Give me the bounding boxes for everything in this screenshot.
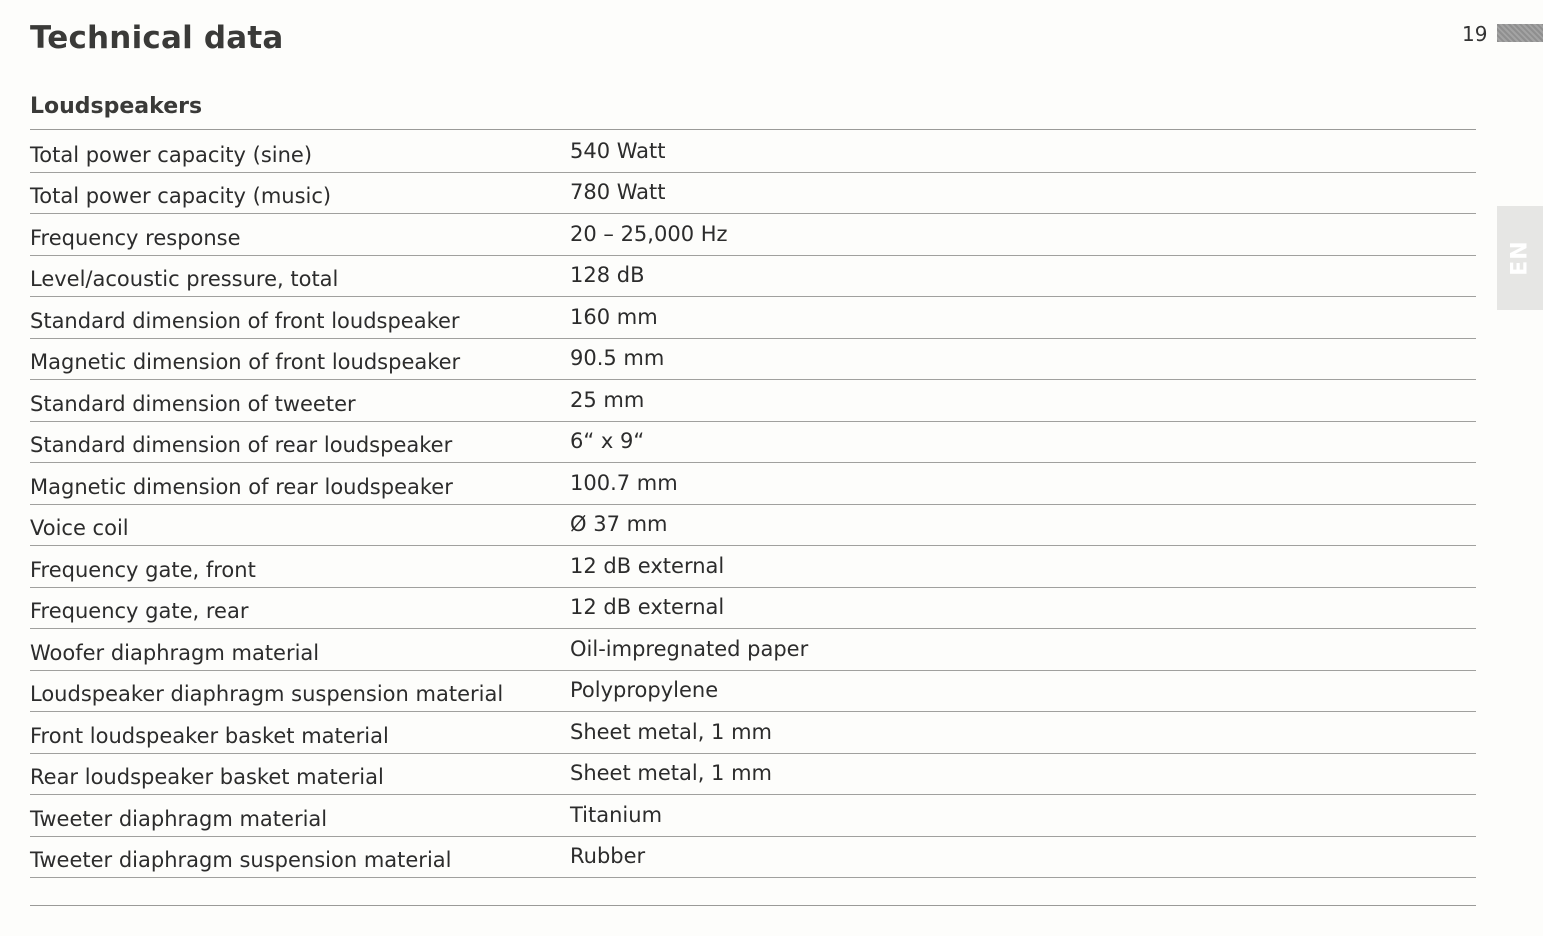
- spec-value: 160 mm: [570, 304, 658, 329]
- spec-value: Polypropylene: [570, 678, 719, 702]
- spec-value: Sheet metal, 1 mm: [570, 761, 773, 785]
- table-row: [30, 380, 1476, 422]
- spec-value: 780 Watt: [570, 180, 666, 204]
- section-top-rule: [30, 129, 1476, 130]
- spec-label: Rear loudspeaker basket material: [30, 765, 384, 789]
- table-row: [30, 173, 1476, 215]
- spec-value: Sheet metal, 1 mm: [570, 719, 773, 744]
- table-row: [30, 837, 1476, 879]
- table-row: [30, 671, 1476, 713]
- spec-label: Loudspeaker diaphragm suspension material: [30, 682, 504, 706]
- table-row: [30, 754, 1476, 796]
- table-row: [30, 795, 1476, 837]
- table-row: [30, 131, 1476, 173]
- spec-label: Magnetic dimension of rear loudspeaker: [30, 474, 453, 499]
- spec-value: Oil-impregnated paper: [570, 636, 809, 661]
- spec-value: 20 – 25,000 Hz: [570, 221, 728, 246]
- table-row: [30, 463, 1476, 505]
- spec-label: Voice coil: [30, 516, 129, 540]
- spec-value: Ø 37 mm: [570, 512, 668, 536]
- spec-value: 25 mm: [570, 387, 645, 412]
- spec-label: Standard dimension of front loudspeaker: [30, 308, 460, 333]
- page-title: Technical data: [30, 20, 284, 56]
- page-number: 19: [1462, 22, 1488, 46]
- spec-value: 6“ x 9“: [570, 429, 645, 453]
- table-row: [30, 422, 1476, 464]
- table-row: [30, 588, 1476, 630]
- spec-value: Rubber: [570, 844, 646, 868]
- section-title: Loudspeakers: [30, 94, 203, 119]
- spec-label: Total power capacity (sine): [30, 142, 313, 167]
- spec-label: Tweeter diaphragm suspension material: [30, 848, 452, 872]
- spec-value: 12 dB external: [570, 595, 725, 619]
- spec-value: 90.5 mm: [570, 346, 665, 370]
- section-bottom-rule: [30, 905, 1476, 906]
- table-row: [30, 339, 1476, 381]
- spec-value: 100.7 mm: [570, 470, 678, 495]
- spec-label: Magnetic dimension of front loudspeaker: [30, 350, 461, 374]
- table-row: [30, 297, 1476, 339]
- language-tab-label: EN: [1507, 240, 1533, 276]
- spec-label: Standard dimension of tweeter: [30, 391, 356, 416]
- spec-table: [30, 131, 1476, 878]
- table-row: [30, 214, 1476, 256]
- spec-label: Frequency response: [30, 225, 241, 250]
- spec-label: Front loudspeaker basket material: [30, 723, 389, 748]
- table-row: [30, 712, 1476, 754]
- spec-label: Frequency gate, front: [30, 557, 256, 582]
- spec-label: Standard dimension of rear loudspeaker: [30, 433, 453, 457]
- language-tab: [1497, 206, 1543, 310]
- table-row: [30, 505, 1476, 547]
- page-number-marker: [1497, 24, 1543, 42]
- spec-value: 540 Watt: [570, 138, 666, 163]
- table-row: [30, 256, 1476, 298]
- spec-label: Woofer diaphragm material: [30, 640, 320, 665]
- spec-label: Frequency gate, rear: [30, 599, 249, 623]
- spec-label: Level/acoustic pressure, total: [30, 267, 339, 291]
- spec-value: 128 dB: [570, 263, 645, 287]
- spec-value: 12 dB external: [570, 553, 725, 578]
- spec-label: Total power capacity (music): [30, 184, 332, 208]
- table-row: [30, 629, 1476, 671]
- table-row: [30, 546, 1476, 588]
- spec-label: Tweeter diaphragm material: [30, 806, 328, 831]
- spec-value: Titanium: [570, 802, 663, 827]
